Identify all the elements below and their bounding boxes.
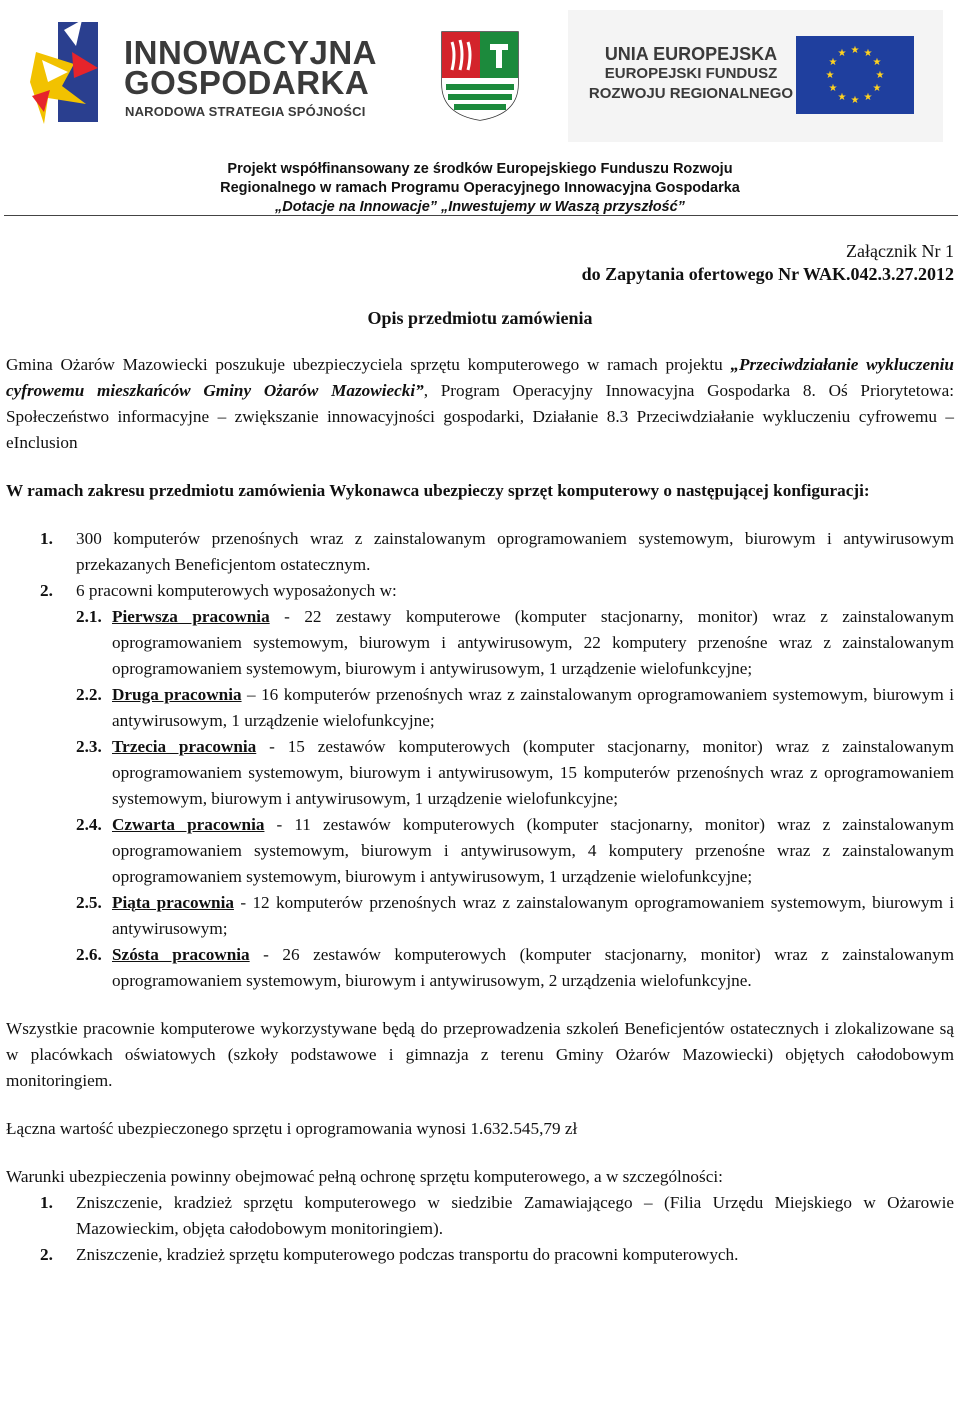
lab-text: - 22 zestawy komputerowe (komputer stacjonarny, monitor) wraz z zainstalowanym oprogramowaniem systemowym, biurowym i antywirusowym, 22 komputery przenośne wraz z zainstalowanym oprogramowaniem systemowym, biurowym i antywirusowym, 1 urządzenie wielofunkcyjne; (112, 607, 954, 678)
list-item (6, 578, 954, 604)
condition-text: Zniszczenie, kradzież sprzętu komputerowego podczas transportu do pracowni komputerowych. (76, 1245, 739, 1264)
svg-text:★: ★ (837, 92, 847, 103)
equipment-list (6, 526, 954, 604)
condition-item (6, 1190, 954, 1242)
svg-text:★: ★ (828, 57, 838, 68)
lab-item (6, 604, 954, 682)
lab-name: Pierwsza pracownia (112, 607, 270, 626)
ig-subtitle: NARODOWA STRATEGIA SPÓJNOŚCI (125, 104, 366, 119)
lab-number: 2.3. (76, 737, 102, 756)
header-slogan: „Dotacje na Innowacje” „Inwestujemy w Waszą przyszłość” (275, 199, 685, 215)
svg-text:★: ★ (872, 83, 882, 94)
innowacyjna-gospodarka-logo (28, 12, 376, 130)
lab-name: Druga pracownia (112, 685, 242, 704)
lab-number: 2.6. (76, 945, 102, 964)
lab-item (6, 890, 954, 942)
ig-title: INNOWACYJNA GOSPODARKA (124, 34, 376, 101)
eu-line2: EUROPEJSKI FUNDUSZ (604, 65, 778, 82)
item-text: 300 komputerów przenośnych wraz z zainstalowanym oprogramowaniem systemowym, biurowym i antywirusowym przekazanych Beneficjentom ostatecznym. (76, 529, 954, 574)
lab-name: Piąta pracownia (112, 893, 234, 912)
intro-part2: , Program Operacyjny Innowacyjna Gospodarka 8. Oś Priorytetowa: Społeczeństwo informacyjne – zwiększanie innowacyjności gospodarki, Działanie 8.3 Przeciwdziałanie wykluczeniu cyfrowemu – eInclusion (6, 381, 954, 452)
svg-text:★: ★ (875, 70, 885, 81)
lab-item (6, 812, 954, 890)
lab-text: - 11 zestawów komputerowych (komputer stacjonarny, monitor) wraz z zainstalowanym oprogramowaniem systemowym, biurowym i antywirusowym, 4 komputery przenośne wraz z zainstalowanym oprogramowaniem systemowym, biurowym i antywirusowym, 1 urządzenie wielofunkcyjne; (112, 815, 954, 886)
condition-number: 2. (40, 1245, 53, 1264)
project-header (0, 160, 960, 217)
lab-text: - 26 zestawów komputerowych (komputer stacjonarny, monitor) wraz z zainstalowanym oprogramowaniem systemowym, biurowym i antywirusowym, 2 urządzenia wielofunkcyjne. (112, 945, 954, 990)
lab-number: 2.1. (76, 607, 102, 626)
svg-text:★: ★ (872, 57, 882, 68)
annex-reference (582, 240, 954, 286)
item-number: 1. (40, 529, 53, 548)
eu-line1: UNIA EUROPEJSKA (604, 44, 778, 64)
intro-part1: Gmina Ożarów Mazowiecki poszukuje ubezpieczyciela sprzętu komputerowego w ramach projektu (6, 355, 731, 374)
scope-paragraph: W ramach zakresu przedmiotu zamówienia Wykonawca ubezpieczy sprzęt komputerowy o następującej konfiguracji: (6, 481, 870, 500)
page-title: Opis przedmiotu zamówienia (367, 308, 593, 328)
coat-of-arms-icon (440, 30, 520, 122)
condition-number: 1. (40, 1193, 53, 1212)
document-body (6, 352, 954, 1268)
svg-text:★: ★ (863, 48, 873, 59)
annex-inquiry-number: do Zapytania ofertowego Nr WAK.042.3.27.2012 (581, 264, 954, 284)
conditions-list (6, 1190, 954, 1268)
lab-number: 2.5. (76, 893, 102, 912)
svg-text:★: ★ (850, 45, 860, 56)
svg-text:★: ★ (828, 83, 838, 94)
lab-number: 2.4. (76, 815, 102, 834)
eu-flag-icon (796, 36, 914, 114)
lab-item (6, 734, 954, 812)
lab-item (6, 942, 954, 994)
conditions-intro: Warunki ubezpieczenia powinny obejmować pełną ochronę sprzętu komputerowego, a w szczególności: (6, 1167, 723, 1186)
item-text: 6 pracowni komputerowych wyposażonych w: (76, 581, 397, 600)
svg-text:★: ★ (825, 70, 835, 81)
item-number: 2. (40, 581, 53, 600)
lab-item (6, 682, 954, 734)
logo-bar (0, 0, 960, 150)
header-line1: Projekt współfinansowany ze środków Europejskiego Funduszu Rozwoju (227, 161, 733, 177)
svg-text:★: ★ (863, 92, 873, 103)
header-divider (4, 215, 958, 216)
list-item (6, 526, 954, 578)
condition-item (6, 1242, 954, 1268)
svg-text:★: ★ (837, 48, 847, 59)
svg-text:★: ★ (850, 95, 860, 106)
lab-text: - 15 zestawów komputerowych (komputer stacjonarny, monitor) wraz z zainstalowanym oprogramowaniem systemowym, biurowym i antywirusowym, 15 komputerów przenośnych wraz z oprogramowaniem systemowym, biurowym i antywirusowym, 1 urządzenie wielofunkcyjne; (112, 737, 954, 808)
intro-paragraph (6, 352, 954, 456)
eu-line3: ROZWOJU REGIONALNEGO (588, 85, 794, 102)
header-line2: Regionalnego w ramach Programu Operacyjnego Innowacyjna Gospodarka (220, 180, 740, 196)
lab-number: 2.2. (76, 685, 102, 704)
lab-text: – 16 komputerów przenośnych wraz z zainstalowanym oprogramowaniem systemowym, biurowym i antywirusowym, 1 urządzenie wielofunkcyjne; (112, 685, 954, 730)
annex-number: Załącznik Nr 1 (846, 241, 954, 261)
lab-name: Czwarta pracownia (112, 815, 265, 834)
location-paragraph: Wszystkie pracownie komputerowe wykorzystywane będą do przeprowadzenia szkoleń Beneficjentów ostatecznych i zlokalizowane są w placówkach oświatowych (szkoły podstawowe i gimnazja z terenu Gminy Ożarów Mazowiecki) objętych całodobowym monitoringiem. (6, 1019, 954, 1090)
star-emblem-icon (28, 12, 118, 130)
total-value: Łączna wartość ubezpieczonego sprzętu i oprogramowania wynosi 1.632.545,79 zł (6, 1119, 578, 1138)
project-name: „Przeciwdziałanie wykluczeniu cyfrowemu mieszkańców Gminy Ożarów Mazowiecki” (6, 355, 954, 400)
lab-text: - 12 komputerów przenośnych wraz z zainstalowanym oprogramowaniem systemowym, biurowym i antywirusowym; (112, 893, 954, 938)
lab-name: Szósta pracownia (112, 945, 250, 964)
eu-erdf-logo (568, 10, 943, 142)
condition-text: Zniszczenie, kradzież sprzętu komputerowego w siedzibie Zamawiającego – (Filia Urzędu Miejskiego w Ożarowie Mazowieckim, objęta całodobowym monitoringiem). (76, 1193, 954, 1238)
lab-name: Trzecia pracownia (112, 737, 257, 756)
labs-list (6, 604, 954, 994)
